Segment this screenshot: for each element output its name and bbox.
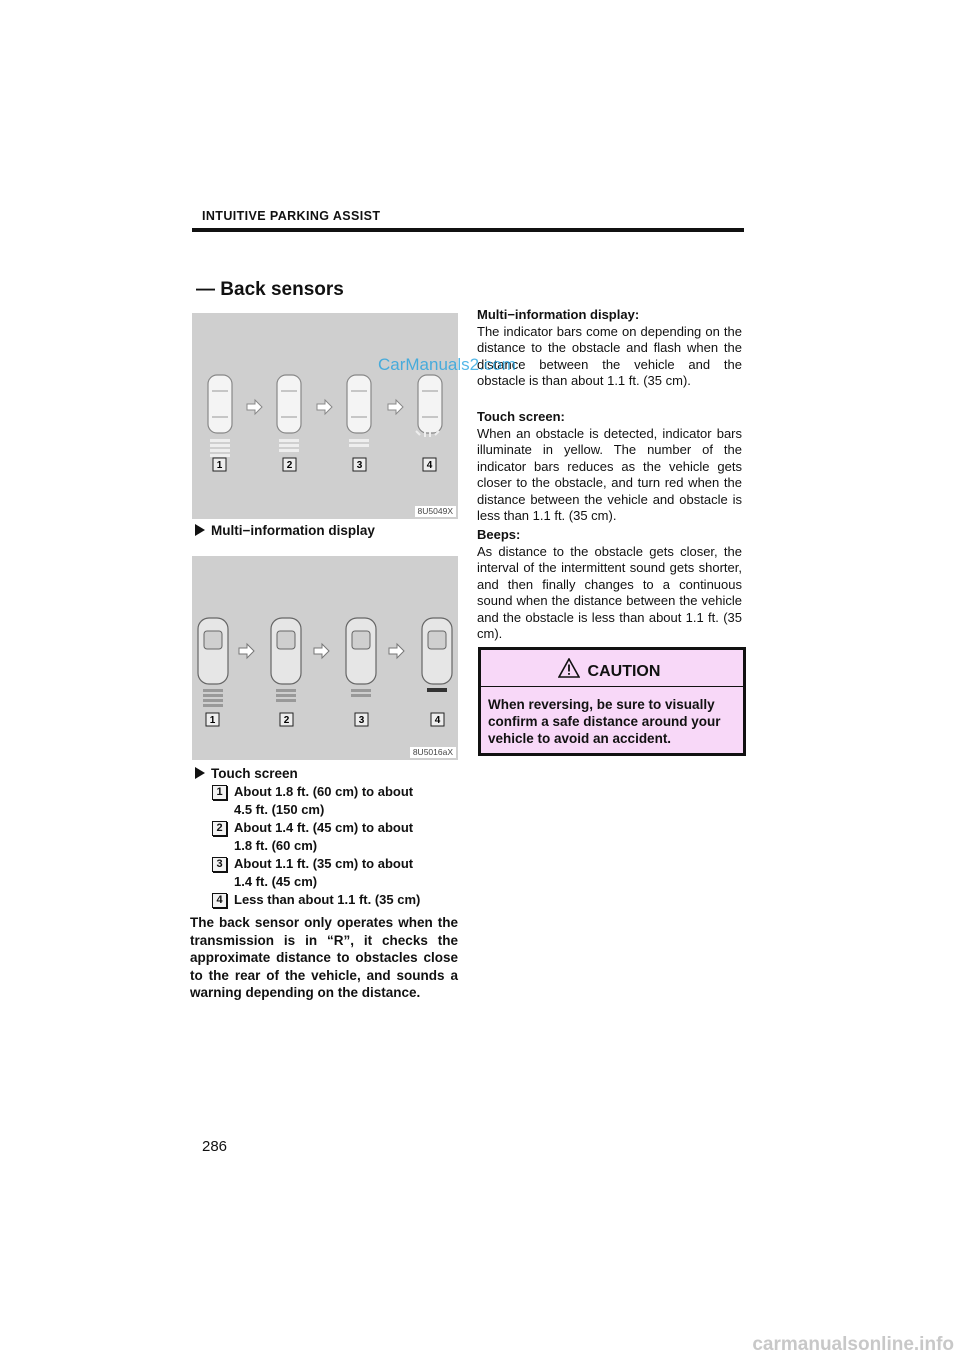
watermark: CarManuals2.com <box>378 355 516 374</box>
section-title: — Back sensors <box>196 279 344 300</box>
touch-screen-cars-illustration <box>192 556 458 760</box>
svg-text:1: 1 <box>209 715 216 726</box>
svg-text:1: 1 <box>216 460 223 471</box>
svg-text:4: 4 <box>426 460 433 471</box>
svg-text:3: 3 <box>358 715 365 726</box>
right-paragraph-multi-info: Multi−information display: The indicator bars come on depending on the distance to the obstacle and flash when the distance between the vehicle and the obstacle is than about 1.1 ft. (35 cm). <box>477 307 742 388</box>
right-paragraph-touch-screen: Touch screen: When an obstacle is detected, indicator bars illuminate in yellow. The number of the indicator bars reduces as the vehicle gets closer to the obstacle, and turn red when the distance between the vehicle and obstacle is less than 1.1 ft. (35 cm). <box>477 409 742 523</box>
arrow-right-icon <box>195 767 205 779</box>
list-item: 2 About 1.4 ft. (45 cm) to about 1.8 ft. (60 cm) <box>212 819 462 854</box>
list-item: 1 About 1.8 ft. (60 cm) to about 4.5 ft. (150 cm) <box>212 783 462 818</box>
caution-box <box>478 647 746 756</box>
page-header-title: INTUITIVE PARKING ASSIST <box>202 209 381 223</box>
caution-title: CAUTION <box>587 663 661 680</box>
caution-text: When reversing, be sure to visually confirm a safe distance around your vehicle to avoid an accident. <box>488 697 721 746</box>
figure-caption-multi-info: Multi−information display <box>195 523 375 538</box>
svg-text:3: 3 <box>356 460 363 471</box>
caution-header <box>481 650 743 687</box>
number-box: 3 <box>212 857 227 872</box>
svg-text:2: 2 <box>286 460 293 471</box>
figure-touch-screen <box>192 556 458 760</box>
warning-triangle-icon <box>558 658 580 678</box>
multi-info-cars-illustration <box>192 313 458 519</box>
body-paragraph: The back sensor only operates when the transmission is in “R”, it checks the approximate distance to obstacles close to the rear of the vehicle, and sounds a warning depending on the distance. <box>190 915 458 1000</box>
svg-text:4: 4 <box>434 715 441 726</box>
arrow-right-icon <box>195 524 205 536</box>
figure-code: 8U5016aX <box>410 747 456 758</box>
figure-caption-touch-screen: Touch screen <box>195 766 298 781</box>
list-item: 3 About 1.1 ft. (35 cm) to about 1.4 ft. (45 cm) <box>212 855 462 890</box>
figure-code: 8U5049X <box>415 506 456 517</box>
number-box: 1 <box>212 785 227 800</box>
list-item: 4 Less than about 1.1 ft. (35 cm) <box>212 891 462 909</box>
svg-text:2: 2 <box>283 715 290 726</box>
footer-watermark: carmanualsonline.info <box>752 1334 954 1355</box>
page-number: 286 <box>202 1138 228 1155</box>
figure-multi-information-display <box>192 313 458 519</box>
right-paragraph-beeps: Beeps: As distance to the obstacle gets closer, the interval of the intermittent sound gets shorter, and then finally changes to a continuous sound when the distance between the vehicle and the obstacle is less than about 1.1 ft. (35 cm). <box>477 527 742 641</box>
number-box: 2 <box>212 821 227 836</box>
header-rule <box>192 228 744 232</box>
distance-list <box>212 783 462 910</box>
number-box: 4 <box>212 893 227 908</box>
